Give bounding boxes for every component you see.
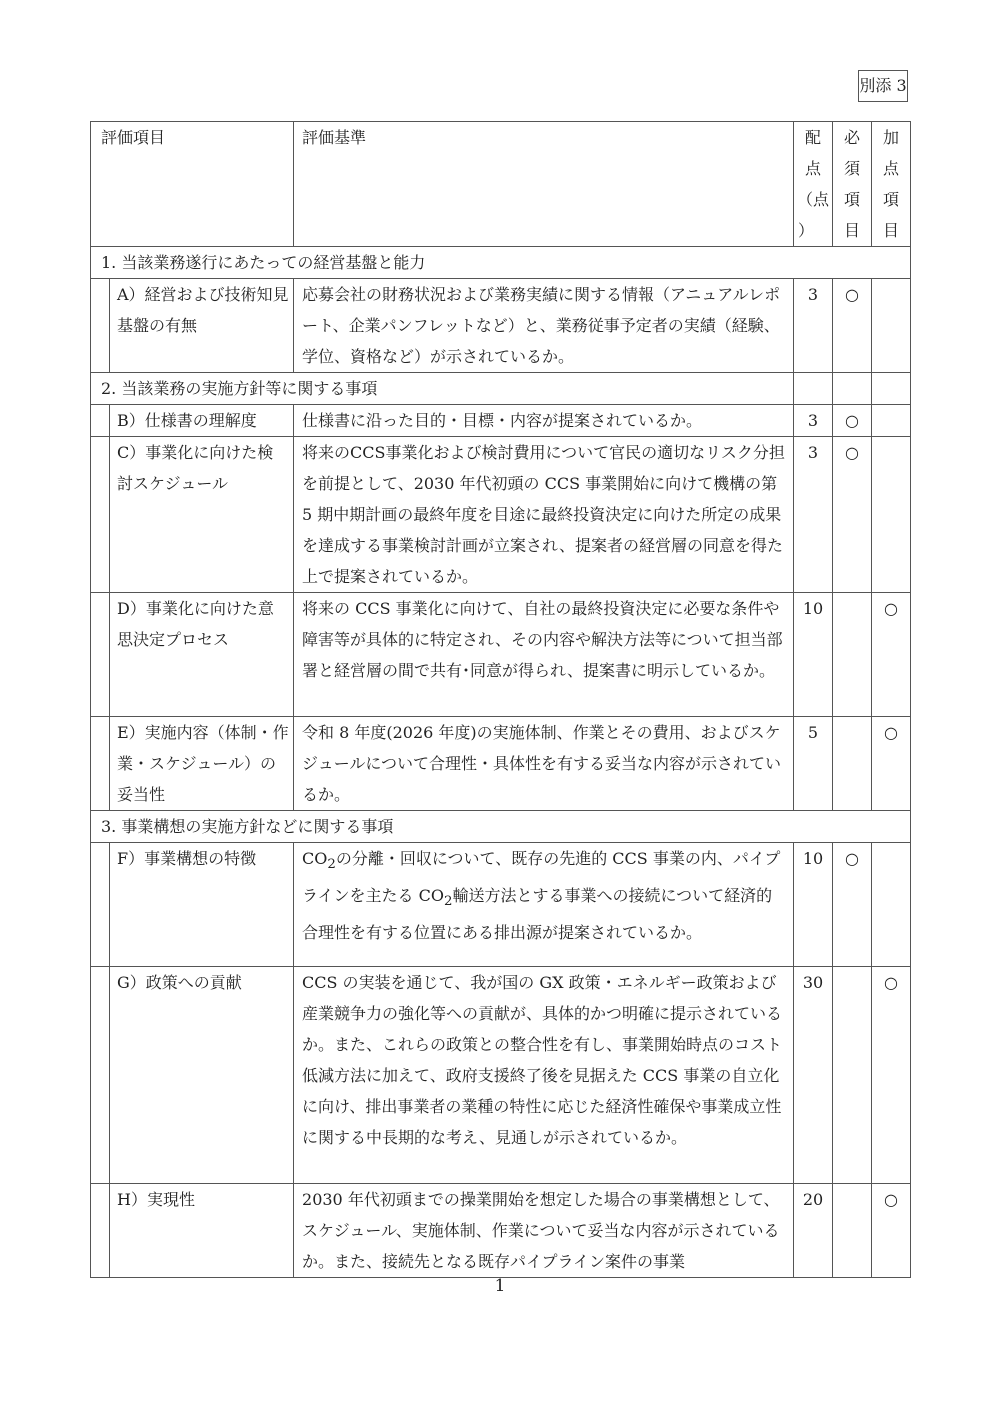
row-item: D）事業化に向けた意思決定プロセス [110, 593, 294, 717]
row-criteria: CCS の実装を通じて、我が国の GX 政策・エネルギー政策および産業競争力の強化等への貢献が、具体的かつ明確に提示されているか。また、これらの政策との整合性を有し、事業開始時点のコスト低減方法に加えて、政府支援終了後を見据えた CCS 事業の自立化に向け、排出事業者の業種の特性に応じた経済性確保や事業成立性に関する中長期的な考え、見通しが示されているか。 [294, 967, 794, 1184]
row-criteria: 仕様書に沿った目的・目標・内容が提案されているか。 [294, 405, 794, 437]
section-row [91, 811, 911, 843]
section-title: 2. 当該業務の実施方針等に関する事項 [91, 373, 794, 405]
row-required: ○ [833, 437, 872, 593]
row-points: 10 [794, 593, 833, 717]
row-item: H）実現性 [110, 1184, 294, 1278]
row-item: E）実施内容（体制・作業・スケジュール）の妥当性 [110, 717, 294, 811]
row-criteria: 応募会社の財務状況および業務実績に関する情報（アニュアルレポート、企業パンフレットなど）と、業務従事予定者の実績（経験、学位、資格など）が示されているか。 [294, 279, 794, 373]
row-item: F）事業構想の特徴 [110, 843, 294, 967]
row-item: A）経営および技術知見基盤の有無 [110, 279, 294, 373]
row-points: 3 [794, 279, 833, 373]
header-required: 必 須 項 目 [833, 122, 872, 247]
row-required: ○ [833, 279, 872, 373]
row-bonus: ○ [872, 717, 911, 811]
row-criteria: 将来の CCS 事業化に向けて、自社の最終投資決定に必要な条件や障害等が具体的に特定され、その内容や解決方法等について担当部署と経営層の間で共有･同意が得られ、提案書に明示しているか。 [294, 593, 794, 717]
row-criteria: 将来のCCS事業化および検討費用について官民の適切なリスク分担を前提として、2030 年代初頭の CCS 事業開始に向けて機構の第 5 期中期計画の最終年度を目途に最終投資決定に向けた所定の成果を達成する事業検討計画が立案され、提案者の経営層の同意を得た上で提案されているか。 [294, 437, 794, 593]
section-title: 3. 事業構想の実施方針などに関する事項 [91, 811, 911, 843]
row-bonus: ○ [872, 1184, 911, 1278]
table-header-row [91, 122, 911, 247]
row-required [833, 967, 872, 1184]
header-criteria: 評価基準 [294, 122, 794, 247]
attachment-label: 別添 3 [858, 70, 908, 102]
section-row [91, 247, 911, 279]
row-points: 3 [794, 437, 833, 593]
table-row [91, 437, 911, 593]
row-points: 3 [794, 405, 833, 437]
table-row [91, 279, 911, 373]
section-row [91, 373, 911, 405]
table-row [91, 1184, 911, 1278]
evaluation-table [90, 121, 911, 1278]
row-points: 20 [794, 1184, 833, 1278]
table-row [91, 405, 911, 437]
row-item: G）政策への貢献 [110, 967, 294, 1184]
table-row [91, 967, 911, 1184]
row-bonus [872, 843, 911, 967]
row-bonus [872, 279, 911, 373]
row-points: 10 [794, 843, 833, 967]
row-criteria: 2030 年代初頭までの操業開始を想定した場合の事業構想として、スケジュール、実施体制、作業について妥当な内容が示されているか。また、接続先となる既存パイプライン案件の事業 [294, 1184, 794, 1278]
section-title: 1. 当該業務遂行にあたっての経営基盤と能力 [91, 247, 911, 279]
row-required: ○ [833, 843, 872, 967]
row-required [833, 1184, 872, 1278]
row-criteria: 令和 8 年度(2026 年度)の実施体制、作業とその費用、およびスケジュールについて合理性・具体性を有する妥当な内容が示されているか。 [294, 717, 794, 811]
row-points: 30 [794, 967, 833, 1184]
row-item: C）事業化に向けた検討スケジュール [110, 437, 294, 593]
header-points: 配 点 （点 ） [794, 122, 833, 247]
row-criteria: $CO_2$の分離・回収について、既存の先進的 CCS 事業の内、パイプラインを主たる $CO_2$輸送方法とする事業への接続について経済的合理性を有する位置にある排出源が提案されているか。 [294, 843, 794, 967]
row-bonus [872, 405, 911, 437]
table-row [91, 593, 911, 717]
table-row [91, 717, 911, 811]
row-required [833, 593, 872, 717]
row-required: ○ [833, 405, 872, 437]
row-item: B）仕様書の理解度 [110, 405, 294, 437]
header-bonus: 加 点 項 目 [872, 122, 911, 247]
row-points: 5 [794, 717, 833, 811]
table-row [91, 843, 911, 967]
row-bonus: ○ [872, 593, 911, 717]
page-number: 1 [494, 1276, 506, 1296]
header-item: 評価項目 [91, 122, 294, 247]
row-required [833, 717, 872, 811]
row-bonus [872, 437, 911, 593]
row-bonus: ○ [872, 967, 911, 1184]
